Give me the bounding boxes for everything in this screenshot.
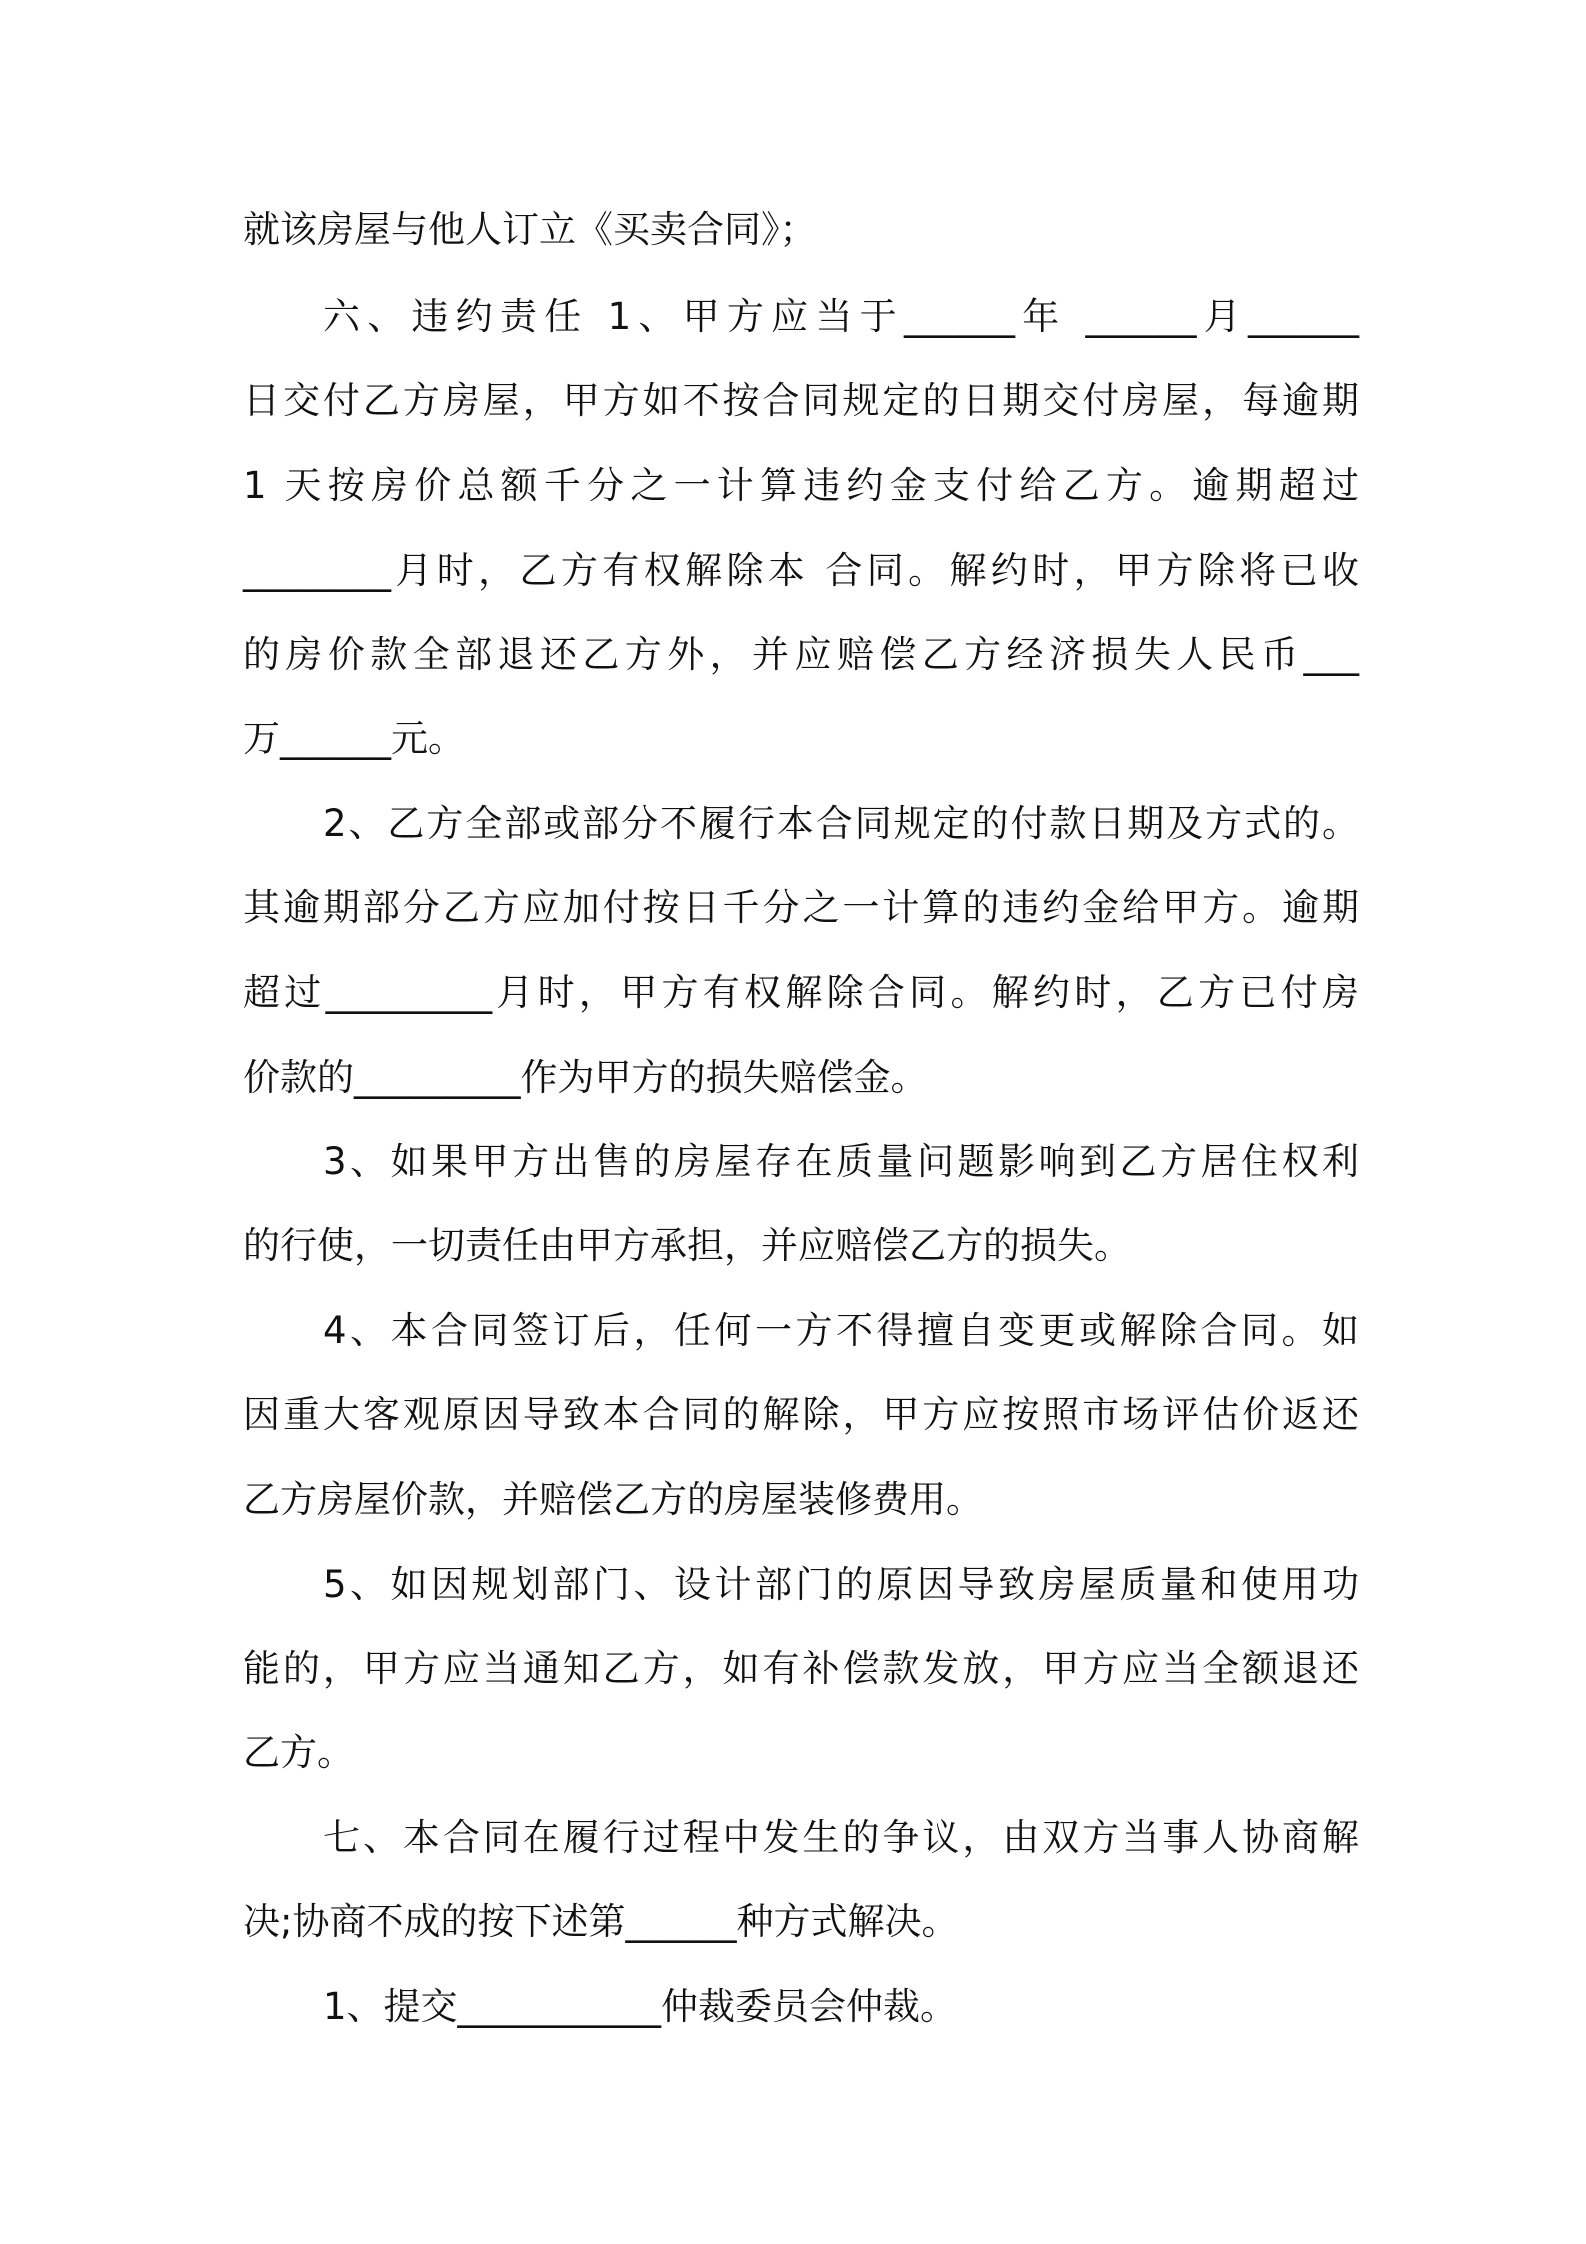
text-line: 4、本合同签订后，任何一方不得擅自变更或解除合同。如 bbox=[323, 1309, 1359, 1352]
text-line: 超过_________月时，甲方有权解除合同。解约时，乙方已付房 bbox=[243, 971, 1359, 1014]
text-line: 价款的_________作为甲方的损失赔偿金。 bbox=[243, 1056, 928, 1099]
text-line: 决;协商不成的按下述第______种方式解决。 bbox=[243, 1900, 959, 1943]
text-line: 乙方房屋价款，并赔偿乙方的房屋装修费用。 bbox=[243, 1478, 983, 1521]
text-line: 日交付乙方房屋，甲方如不按合同规定的日期交付房屋，每逾期 bbox=[243, 379, 1359, 422]
text-line: 因重大客观原因导致本合同的解除，甲方应按照市场评估价返还 bbox=[243, 1393, 1359, 1436]
text-line: 六、违约责任 1、甲方应当于______年 ______月______ bbox=[323, 295, 1359, 338]
text-line: 1、提交___________仲裁委员会仲裁。 bbox=[323, 1985, 958, 2028]
text-line: 5、如因规划部门、设计部门的原因导致房屋质量和使用功 bbox=[323, 1563, 1359, 1606]
text-line: 1 天按房价总额千分之一计算违约金支付给乙方。逾期超过 bbox=[243, 464, 1359, 507]
text-line: 的行使，一切责任由甲方承担，并应赔偿乙方的损失。 bbox=[243, 1224, 1131, 1267]
text-line: ________月时，乙方有权解除本 合同。解约时，甲方除将已收 bbox=[243, 549, 1359, 592]
text-line: 乙方。 bbox=[243, 1731, 354, 1774]
text-line: 能的，甲方应当通知乙方，如有补偿款发放，甲方应当全额退还 bbox=[243, 1647, 1359, 1690]
text-line: 的房价款全部退还乙方外，并应赔偿乙方经济损失人民币___ bbox=[243, 633, 1359, 676]
text-line: 万______元。 bbox=[243, 717, 465, 760]
text-line: 3、如果甲方出售的房屋存在质量问题影响到乙方居住权利 bbox=[323, 1140, 1359, 1183]
text-line: 2、乙方全部或部分不履行本合同规定的付款日期及方式的。 bbox=[323, 802, 1359, 845]
text-line: 其逾期部分乙方应加付按日千分之一计算的违约金给甲方。逾期 bbox=[243, 886, 1359, 929]
text-line: 七、本合同在履行过程中发生的争议，由双方当事人协商解 bbox=[323, 1816, 1359, 1859]
text-line: 就该房屋与他人订立《买卖合同》； bbox=[243, 208, 817, 251]
